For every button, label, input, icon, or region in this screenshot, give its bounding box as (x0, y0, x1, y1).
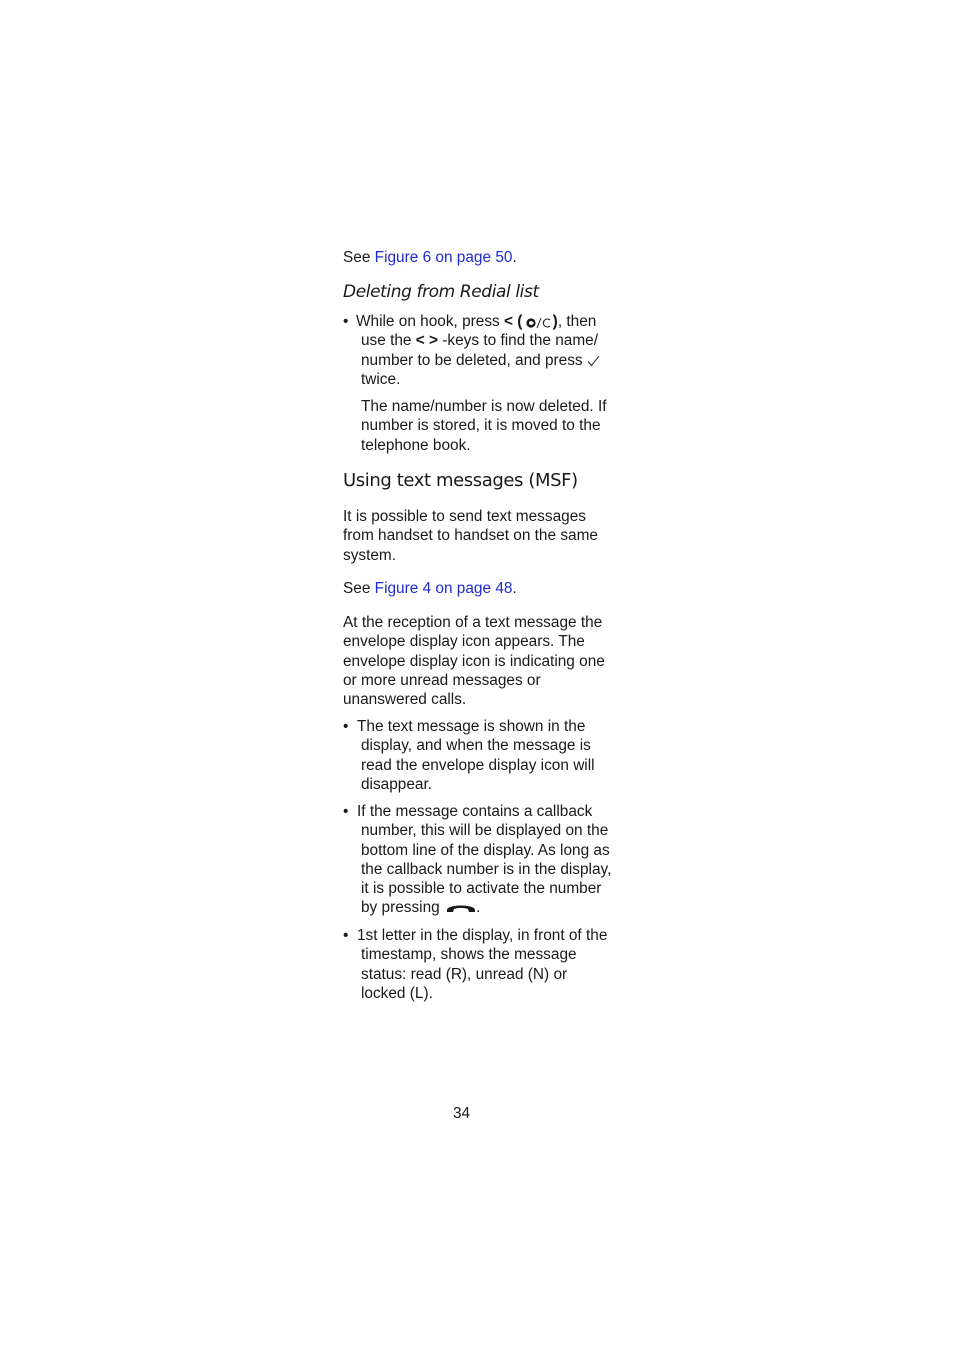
list-item (343, 717, 615, 794)
see-figure-6 (343, 248, 611, 267)
redial-note: The name/number is now deleted. If number is stored, it is moved to the telephone book. (361, 398, 607, 454)
bullet-dot: • (343, 803, 349, 820)
redial-bullet-line-3: number to be deleted, and press (361, 351, 615, 370)
redial-bullet-line-2: use the < > -keys to find the name/ (361, 332, 599, 350)
list-item (343, 802, 615, 918)
see-figure-4 (343, 579, 611, 598)
list-item (343, 926, 615, 1003)
clear-key-icon (525, 315, 555, 329)
bullet-text-wrap: If the message contains a callback number, this will be displayed on the bottom line of the display. As long as the callback number is in the display, it is possible to activate the number by pressing . (357, 803, 612, 917)
see-suffix: . (512, 580, 517, 597)
see-suffix: . (512, 249, 517, 266)
heading-text-messages: Using text messages (MSF) (343, 470, 578, 491)
arrow-keys-label: < > (415, 332, 439, 350)
see-prefix: See (343, 249, 375, 266)
redial-bullet-line-1: While on hook, press < ( ), then (356, 313, 597, 330)
redial-bullet-line-4: twice. (361, 370, 401, 388)
figure-4-link[interactable]: Figure 4 on page 48 (374, 580, 513, 597)
bullet-text: The text message is shown in the display, and when the message is read the envelope display icon will disappear. (357, 718, 595, 793)
off-hook-icon (446, 902, 476, 914)
bullet-dot: • (343, 313, 349, 330)
bullet-text: If the message contains a callback number, this will be displayed on the bottom line of the display. As long as the callback number is in the display, it is possible to activate the number by pressing (357, 803, 612, 917)
heading-deleting-redial: Deleting from Redial list (343, 282, 539, 302)
figure-6-link[interactable]: Figure 6 on page 50 (374, 249, 513, 266)
checkmark-icon (587, 355, 600, 367)
msf-reception: At the reception of a text message the envelope display icon appears. The envelope display icon is indicating one or more unread messages or unanswered calls. (343, 614, 605, 709)
bullet-dot: • (343, 927, 349, 944)
redial-bullet (343, 312, 615, 389)
see-prefix: See (343, 580, 375, 597)
left-key-label: < ( (504, 313, 523, 330)
bullet-text: 1st letter in the display, in front of the timestamp, shows the message status: read (R), unread (N) or locked (L). (357, 927, 608, 1002)
page-number: 34 (453, 1105, 471, 1122)
msf-intro: It is possible to send text messages from handset to handset on the same system. (343, 508, 598, 564)
bullet-dot: • (343, 718, 349, 735)
left-key-close: ) (552, 313, 558, 330)
